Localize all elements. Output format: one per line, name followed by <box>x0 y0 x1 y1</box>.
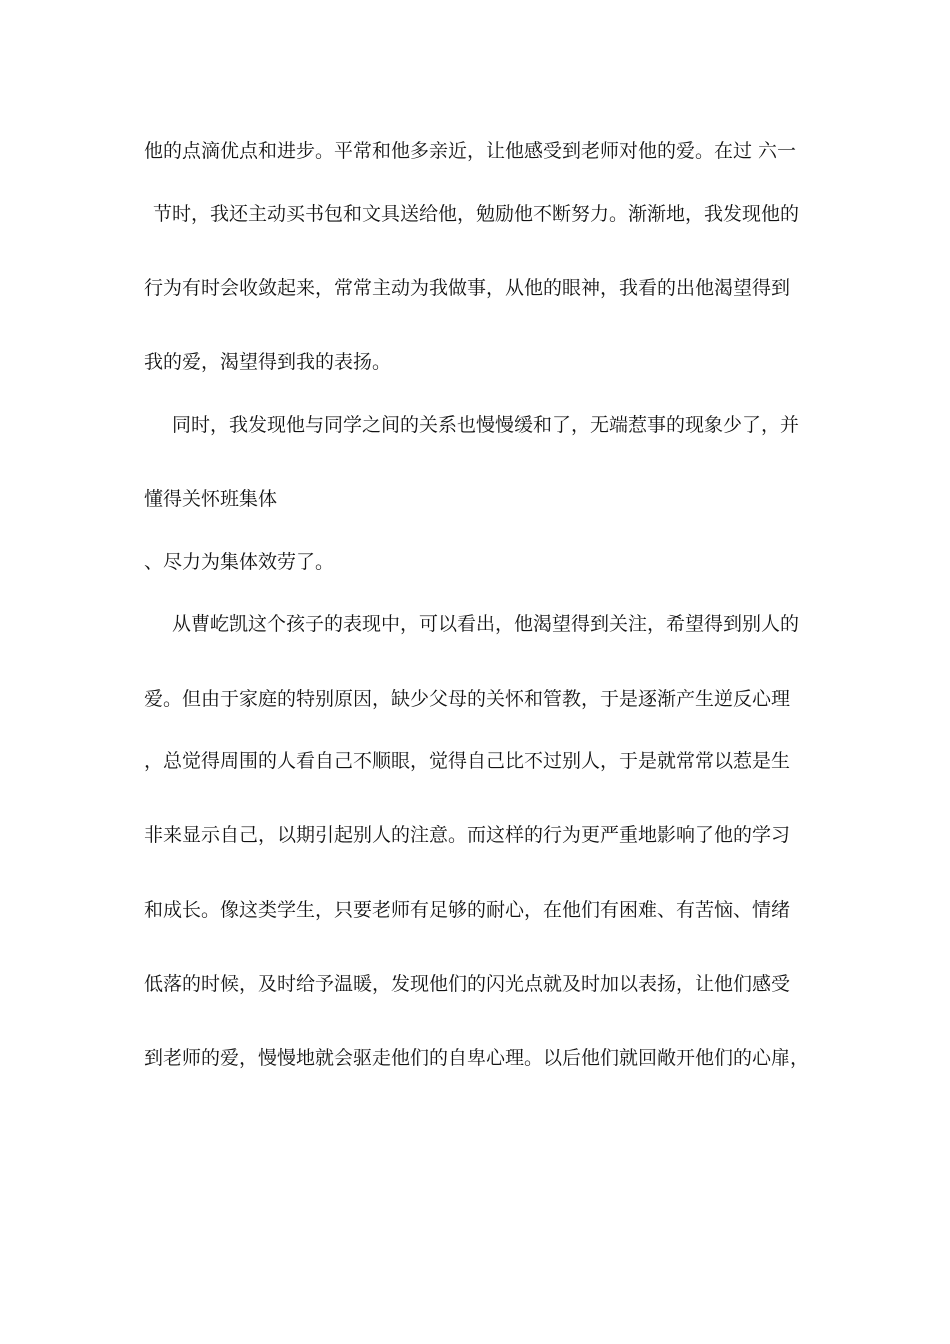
text-line: 爱。但由于家庭的特别原因，缺少父母的关怀和管教，于是逐渐产生逆反心理 <box>144 688 791 710</box>
paragraph-start-line: 从曹屹凯这个孩子的表现中，可以看出，他渴望得到关注，希望得到别人的 <box>172 613 800 635</box>
text-line: 和成长。像这类学生，只要老师有足够的耐心，在他们有困难、有苦恼、情绪 <box>144 899 791 921</box>
text-line: ，总觉得周围的人看自己不顺眼，觉得自己比不过别人，于是就常常以惹是生 <box>144 750 791 772</box>
text-line: 低落的时候，及时给予温暖，发现他们的闪光点就及时加以表扬，让他们感受 <box>144 973 791 995</box>
text-line: 、尽力为集体效劳了。 <box>144 551 335 573</box>
text-line: 懂得关怀班集体 <box>144 488 278 510</box>
paragraph-start-line: 同时，我发现他与同学之间的关系也慢慢缓和了，无端惹事的现象少了，并 <box>172 414 800 436</box>
text-line: 非来显示自己，以期引起别人的注意。而这样的行为更严重地影响了他的学习 <box>144 824 791 846</box>
text-line: 我的爱，渴望得到我的表扬。 <box>144 351 392 373</box>
text-line: 节时，我还主动买书包和文具送给他，勉励他不断努力。渐渐地，我发现他的 <box>153 203 800 225</box>
text-line: 行为有时会收敛起来，常常主动为我做事，从他的眼神，我看的出他渴望得到 <box>144 277 791 299</box>
text-line: 他的点滴优点和进步。平常和他多亲近，让他感受到老师对他的爱。在过 六一 <box>144 140 797 162</box>
text-line: 到老师的爱，慢慢地就会驱走他们的自卑心理。以后他们就回敞开他们的心扉， <box>144 1047 810 1069</box>
